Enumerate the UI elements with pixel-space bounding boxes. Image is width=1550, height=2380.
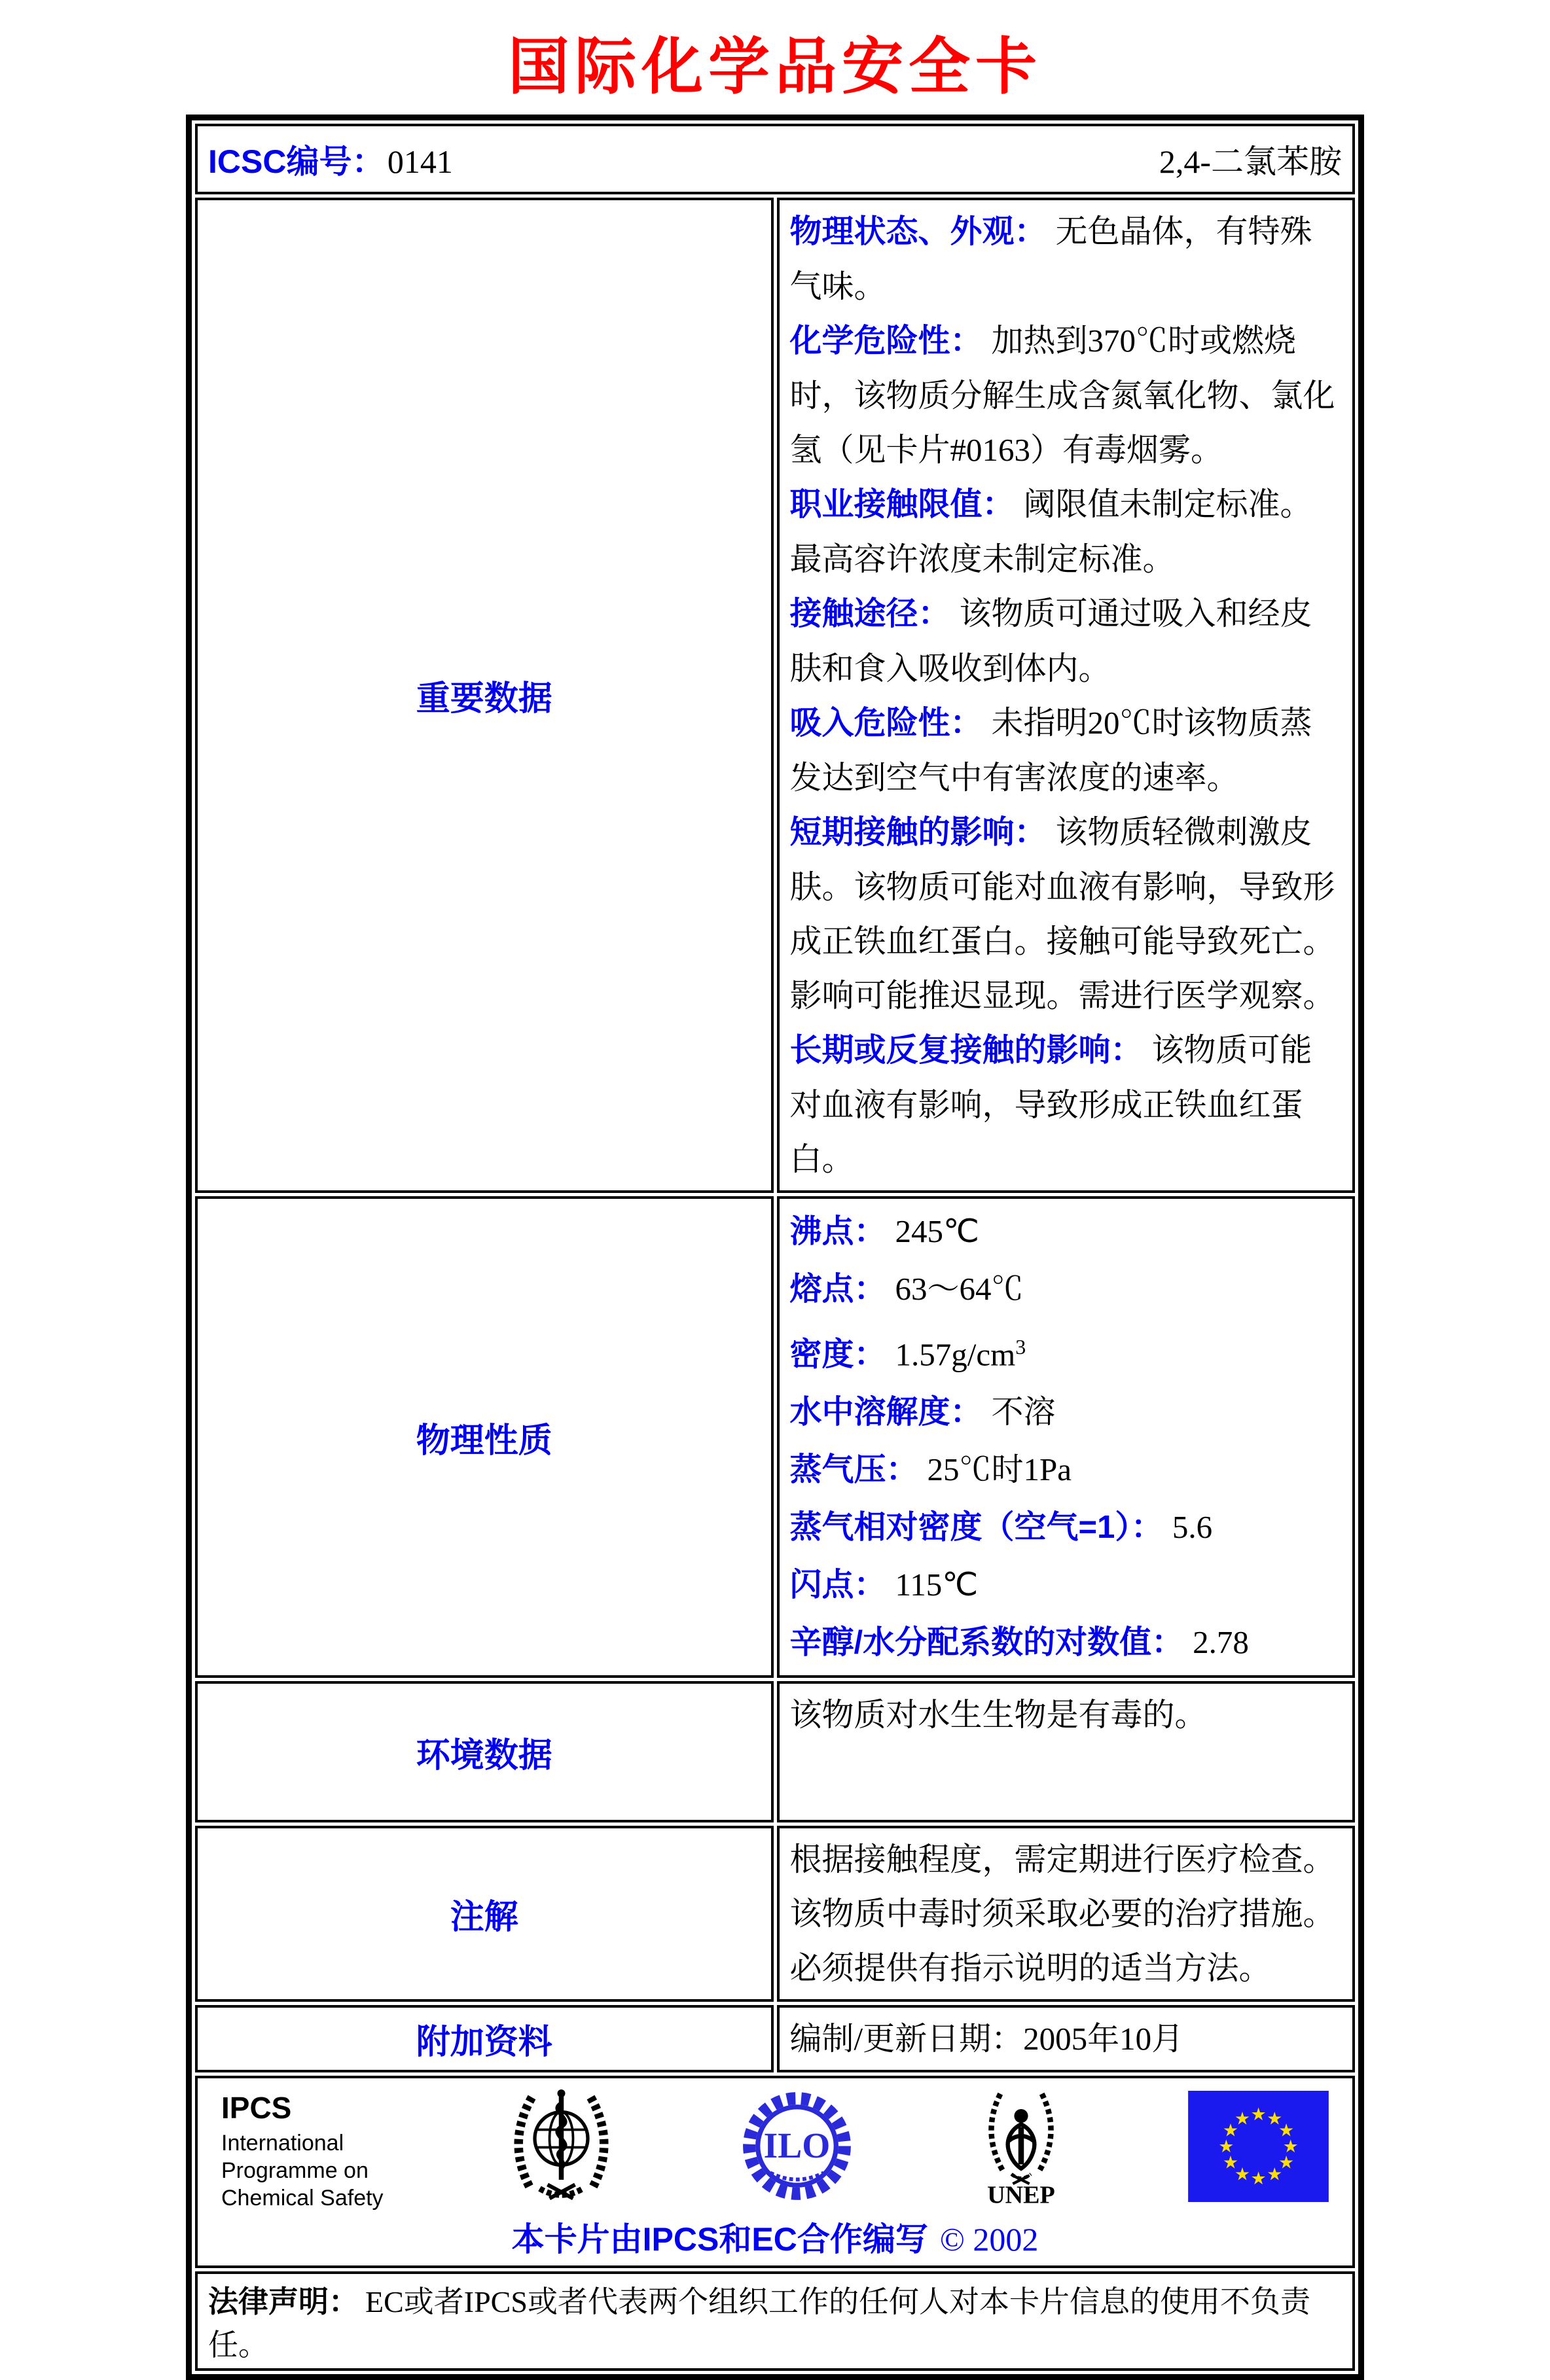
- property-line: [790, 1499, 1344, 1556]
- environmental-data-row: [195, 1681, 1355, 1822]
- additional-info-text: 编制/更新日期：2005年10月: [789, 2021, 1184, 2057]
- inline-label: 接触途径：: [789, 596, 950, 631]
- icsc-card-page: [0, 17, 1550, 2362]
- property-value: 不溶: [991, 1394, 1056, 1430]
- property-label: 密度：: [789, 1337, 886, 1373]
- inline-label: 短期接触的影响：: [789, 815, 1047, 850]
- inline-label: 职业接触限值：: [789, 487, 1015, 522]
- property-line: [790, 1383, 1344, 1441]
- inline-label: 长期或反复接触的影响：: [789, 1033, 1143, 1068]
- chemical-name: 2,4-二氯苯胺: [1159, 143, 1342, 180]
- notes-row: [195, 1826, 1355, 2002]
- logos-cell: [195, 2076, 1355, 2268]
- legal-label: 法律声明：: [208, 2284, 359, 2319]
- legal-row: [195, 2271, 1355, 2371]
- item-text: 该物质轻微刺激皮肤。该物质可能对血液有影响，导致形成正铁血红蛋白。接触可能导致死亡。影响可能推迟显现。需进行医学观察。: [789, 814, 1335, 1014]
- who-logo-icon: [501, 2087, 622, 2209]
- ipcs-name-line: Programme on: [221, 2158, 369, 2184]
- item-text: 未指明20℃时该物质蒸发达到空气中有害浓度的速率。: [789, 705, 1312, 796]
- icsc-number-group: [208, 135, 453, 183]
- property-label: 熔点：: [789, 1271, 886, 1307]
- environmental-data-text: 该物质对水生生物是有毒的。: [789, 1697, 1207, 1733]
- property-label: 辛醇/水分配系数的对数值：: [789, 1625, 1184, 1661]
- data-item: [790, 1023, 1344, 1186]
- ipcs-name-line: Chemical Safety: [221, 2186, 384, 2211]
- physical-properties-cell: [777, 1196, 1356, 1678]
- item-text: 阈限值未制定标准。最高容许浓度未制定标准。: [789, 486, 1312, 577]
- icsc-card-table: [186, 115, 1364, 2380]
- page-title: 国际化学品安全卡: [507, 32, 1042, 101]
- property-label: 蒸气相对密度（空气=1）：: [789, 1510, 1163, 1546]
- svg-text:★: ★: [1282, 2136, 1299, 2156]
- property-value: 2.78: [1193, 1624, 1249, 1661]
- important-data-cell: [777, 198, 1356, 1193]
- section-label-physical-properties: 物理性质: [195, 1196, 774, 1678]
- property-value: 63～64℃: [895, 1271, 1024, 1307]
- credit-line: [204, 2213, 1346, 2260]
- additional-info-cell: [777, 2005, 1356, 2072]
- notes-text: 根据接触程度，需定期进行医疗检查。该物质中毒时须采取必要的治疗措施。必须提供有指示说明的适当方法。: [789, 1841, 1335, 1987]
- ipcs-block: [221, 2090, 384, 2212]
- property-line: [790, 1556, 1344, 1614]
- inline-label: 吸入危险性：: [789, 705, 982, 741]
- property-value: 245℃: [895, 1213, 980, 1249]
- item-text: 无色晶体，有特殊气味。: [789, 213, 1312, 304]
- icsc-number-label: ICSC编号：: [208, 143, 385, 180]
- data-item: [790, 586, 1344, 696]
- property-label: 蒸气压：: [789, 1452, 918, 1488]
- data-item: [790, 313, 1344, 477]
- svg-text:★: ★: [1218, 2136, 1235, 2156]
- svg-text:★: ★: [1222, 2152, 1238, 2173]
- data-item: [790, 204, 1344, 313]
- unep-logo-icon: [972, 2086, 1070, 2210]
- svg-text:★: ★: [1267, 2108, 1283, 2129]
- property-line: [790, 1614, 1344, 1671]
- header-cell: [195, 124, 1355, 194]
- ipcs-name-line: International: [221, 2131, 344, 2156]
- data-item: [790, 477, 1344, 586]
- section-label-additional-info: 附加资料: [195, 2005, 774, 2072]
- property-value: 25℃时1Pa: [927, 1451, 1072, 1488]
- icsc-number-value: 0141: [387, 143, 453, 180]
- svg-text:★: ★: [1278, 2152, 1295, 2173]
- svg-text:★: ★: [1250, 2169, 1267, 2189]
- data-item: [790, 696, 1344, 805]
- ipcs-acronym: IPCS: [221, 2091, 292, 2125]
- property-value: 1.57g/cm: [895, 1336, 1016, 1373]
- logo-strip: [204, 2084, 1346, 2212]
- legal-cell: [195, 2271, 1355, 2371]
- svg-text:★: ★: [1267, 2164, 1283, 2184]
- important-data-row: [195, 198, 1355, 1193]
- property-label: 闪点：: [789, 1567, 886, 1603]
- logos-row: [195, 2076, 1355, 2268]
- ilo-letters: ILO: [763, 2125, 831, 2166]
- svg-text:★: ★: [1234, 2164, 1250, 2184]
- svg-text:★: ★: [1222, 2120, 1238, 2140]
- ilo-logo-icon: [740, 2089, 854, 2207]
- property-line: [790, 1260, 1344, 1318]
- svg-text:★: ★: [1234, 2108, 1250, 2129]
- notes-cell: [777, 1826, 1356, 2002]
- property-label: 水中溶解度：: [789, 1394, 982, 1430]
- additional-info-row: [195, 2005, 1355, 2072]
- item-text: 该物质可通过吸入和经皮肤和食入吸收到体内。: [789, 595, 1312, 686]
- header-row: [195, 124, 1355, 194]
- legal-text: EC或者IPCS或者代表两个组织工作的任何人对本卡片信息的使用不负责任。: [208, 2285, 1310, 2362]
- copyright-notice: © 2002: [939, 2221, 1039, 2258]
- density-superscript: 3: [1015, 1335, 1026, 1359]
- property-line: [790, 1441, 1344, 1499]
- item-text: 加热到370℃时或燃烧时，该物质分解生成含氮氧化物、氯化氢（见卡片#0163）有毒烟雾。: [789, 323, 1335, 468]
- property-label: 沸点：: [789, 1214, 886, 1249]
- physical-properties-row: [195, 1196, 1355, 1678]
- environmental-data-cell: [777, 1681, 1356, 1822]
- section-label-environmental-data: 环境数据: [195, 1681, 774, 1822]
- inline-label: 化学危险性：: [789, 323, 982, 359]
- section-label-important-data: 重要数据: [195, 198, 774, 1193]
- property-value: 5.6: [1172, 1509, 1213, 1546]
- svg-text:★: ★: [1250, 2104, 1267, 2124]
- svg-text:★: ★: [1278, 2120, 1295, 2140]
- data-item: [790, 805, 1344, 1023]
- credit-text: 本卡片由IPCS和EC合作编写: [511, 2221, 928, 2258]
- property-line: [790, 1203, 1344, 1260]
- inline-label: 物理状态、外观：: [789, 214, 1047, 249]
- property-value: 115℃: [895, 1567, 979, 1603]
- eu-flag-icon: [1188, 2091, 1329, 2205]
- section-label-notes: 注解: [195, 1826, 774, 2002]
- item-text: 该物质可能对血液有影响，导致形成正铁血红蛋白。: [789, 1032, 1312, 1177]
- unep-caption: UNEP: [987, 2182, 1055, 2210]
- property-line: [790, 1318, 1344, 1383]
